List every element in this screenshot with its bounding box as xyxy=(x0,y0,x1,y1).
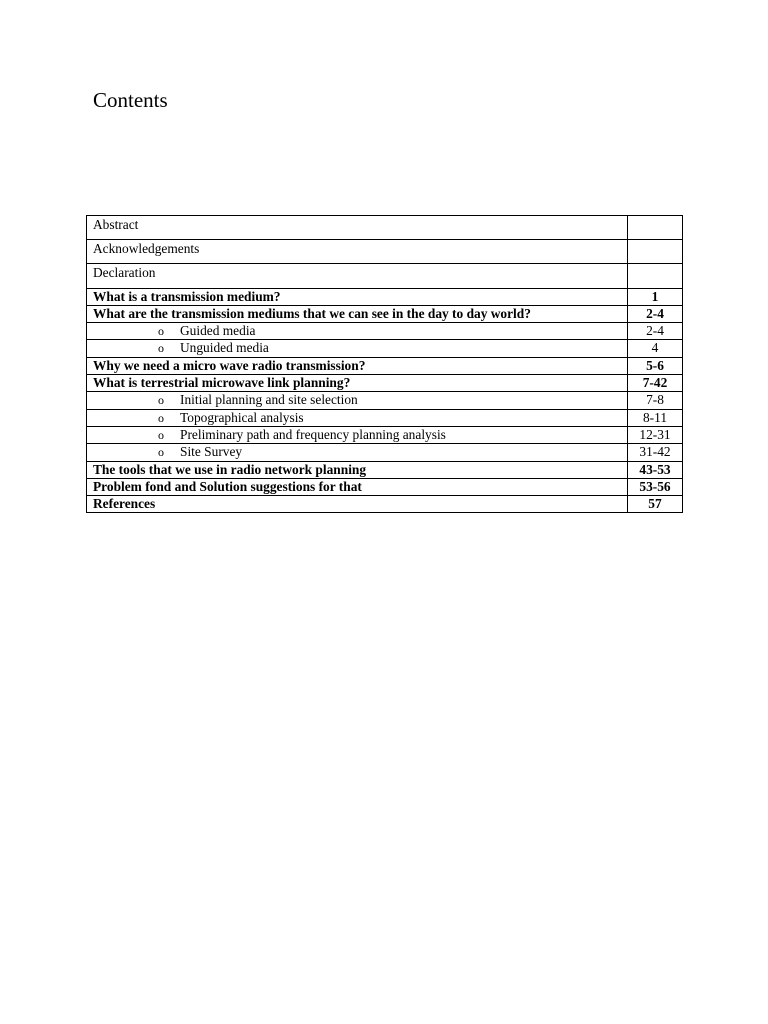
toc-entry-title: Why we need a micro wave radio transmission? xyxy=(87,357,628,374)
toc-entry-page: 8-11 xyxy=(628,409,683,426)
toc-row-acknowledgements xyxy=(87,240,683,264)
toc-entry-page: 2-4 xyxy=(628,323,683,340)
toc-entry-page: 5-6 xyxy=(628,357,683,374)
toc-entry-page: 7-8 xyxy=(628,392,683,409)
bullet-marker: o xyxy=(158,341,164,356)
toc-entry-page: 57 xyxy=(628,496,683,513)
toc-entry-title: Preliminary path and frequency planning analysis xyxy=(180,426,446,442)
bullet-marker: o xyxy=(158,393,164,408)
toc-row-link-planning xyxy=(87,375,683,392)
toc-entry-page xyxy=(628,264,683,288)
toc-subentry xyxy=(87,444,628,461)
toc-row-references xyxy=(87,496,683,513)
toc-entry-title: Initial planning and site selection xyxy=(180,392,358,408)
toc-row-transmission-medium xyxy=(87,288,683,305)
toc-entry-title: Problem fond and Solution suggestions for that xyxy=(87,478,628,495)
toc-entry-title: References xyxy=(87,496,628,513)
contents-table xyxy=(86,215,683,513)
toc-entry-title: Site Survey xyxy=(180,444,243,460)
toc-row-transmission-mediums xyxy=(87,305,683,322)
bullet-marker: o xyxy=(158,410,164,425)
toc-row-declaration xyxy=(87,264,683,288)
toc-row-abstract xyxy=(87,216,683,240)
toc-entry-title: What is a transmission medium? xyxy=(87,288,628,305)
toc-row-topographical-analysis xyxy=(87,409,683,426)
toc-entry-title: What are the transmission mediums that we can see in the day to day world? xyxy=(87,305,628,322)
toc-row-problems-solutions xyxy=(87,478,683,495)
bullet-marker: o xyxy=(158,445,164,460)
toc-subentry xyxy=(87,392,628,409)
toc-row-site-survey xyxy=(87,444,683,461)
toc-entry-page: 2-4 xyxy=(628,305,683,322)
toc-subentry xyxy=(87,323,628,340)
toc-entry-title: Guided media xyxy=(180,323,256,339)
toc-entry-title: Abstract xyxy=(87,216,628,240)
toc-entry-title: Topographical analysis xyxy=(180,409,304,425)
toc-row-planning-tools xyxy=(87,461,683,478)
toc-entry-title: What is terrestrial microwave link planning? xyxy=(87,375,628,392)
bullet-marker: o xyxy=(158,324,164,339)
bullet-marker: o xyxy=(158,427,164,442)
toc-subentry xyxy=(87,340,628,357)
toc-row-site-selection xyxy=(87,392,683,409)
toc-entry-page: 53-56 xyxy=(628,478,683,495)
toc-row-microwave-radio xyxy=(87,357,683,374)
toc-row-unguided-media xyxy=(87,340,683,357)
toc-entry-page xyxy=(628,240,683,264)
toc-entry-page xyxy=(628,216,683,240)
toc-entry-page: 12-31 xyxy=(628,426,683,443)
toc-subentry xyxy=(87,409,628,426)
toc-row-guided-media xyxy=(87,323,683,340)
toc-entry-title: Unguided media xyxy=(180,340,269,356)
toc-entry-page: 7-42 xyxy=(628,375,683,392)
toc-entry-page: 1 xyxy=(628,288,683,305)
toc-entry-page: 43-53 xyxy=(628,461,683,478)
toc-entry-title: Acknowledgements xyxy=(87,240,628,264)
toc-entry-title: Declaration xyxy=(87,264,628,288)
toc-entry-title: The tools that we use in radio network planning xyxy=(87,461,628,478)
page-title: Contents xyxy=(93,88,168,112)
toc-subentry xyxy=(87,426,628,443)
toc-entry-page: 31-42 xyxy=(628,444,683,461)
toc-row-frequency-planning xyxy=(87,426,683,443)
toc-entry-page: 4 xyxy=(628,340,683,357)
